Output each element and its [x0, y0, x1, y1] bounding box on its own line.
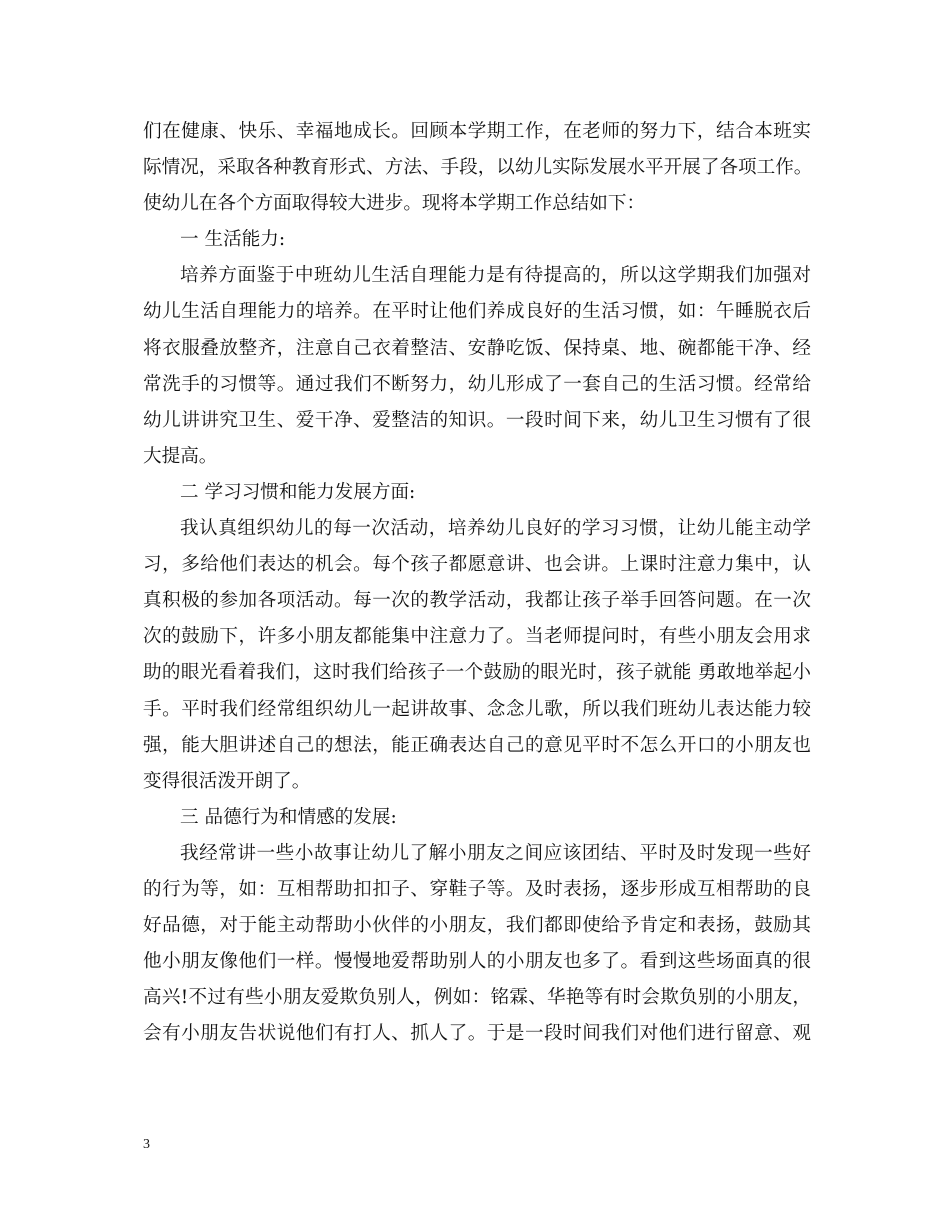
- text-line: 将衣服叠放整齐，注意自己衣着整洁、安静吃饭、保持桌、地、碗都能干净、经: [143, 337, 811, 359]
- text-line: 幼儿讲讲究卫生、爱干净、爱整洁的知识。一段时间下来，幼儿卫生习惯有了很: [143, 409, 811, 431]
- text-line: 他小朋友像他们一样。慢慢地爱帮助别人的小朋友也多了。看到这些场面真的很: [143, 951, 811, 973]
- text-line: 真积极的参加各项活动。每一次的教学活动，我都让孩子举手回答问题。在一次: [143, 590, 811, 612]
- document-body: [143, 114, 811, 1052]
- text-line: 高兴!不过有些小朋友爱欺负别人，例如：铭霖、华艳等有时会欺负别的小朋友，: [143, 987, 811, 1009]
- text-line: 大提高。: [143, 445, 218, 467]
- text-line: 会有小朋友告状说他们有打人、抓人了。于是一段时间我们对他们进行留意、观: [143, 1023, 811, 1045]
- text-line: 二 学习习惯和能力发展方面:: [180, 481, 416, 503]
- text-line: 的行为等，如：互相帮助扣扣子、穿鞋子等。及时表扬，逐步形成互相帮助的良: [143, 878, 811, 900]
- text-line: 际情况，采取各种教育形式、方法、手段，以幼儿实际发展水平开展了各项工作。: [143, 157, 813, 179]
- text-line: 一 生活能力:: [180, 229, 286, 251]
- page-number: 3: [143, 1137, 150, 1152]
- text-line: 强，能大胆讲述自己的想法，能正确表达自己的意见平时不怎么开口的小朋友也: [143, 734, 811, 756]
- text-line: 我经常讲一些小故事让幼儿了解小朋友之间应该团结、平时及时发现一些好: [180, 842, 811, 864]
- text-line: 们在健康、快乐、幸福地成长。回顾本学期工作，在老师的努力下，结合本班实: [143, 121, 811, 142]
- text-line: 三 品德行为和情感的发展:: [180, 806, 397, 828]
- text-line: 手。平时我们经常组织幼儿一起讲故事、念念儿歌，所以我们班幼儿表达能力较: [143, 698, 811, 720]
- text-line: 我认真组织幼儿的每一次活动，培养幼儿良好的学习习惯，让幼儿能主动学: [180, 518, 811, 540]
- text-line: 次的鼓励下，许多小朋友都能集中注意力了。当老师提问时，有些小朋友会用求: [143, 626, 811, 648]
- text-line: 习，多给他们表达的机会。每个孩子都愿意讲、也会讲。上课时注意力集中，认: [143, 554, 811, 576]
- text-line: 好品德，对于能主动帮助小伙伴的小朋友，我们都即使给予肯定和表扬，鼓励其: [143, 915, 811, 937]
- text-line: 助的眼光看着我们，这时我们给孩子一个鼓励的眼光时，孩子就能 勇敢地举起小: [143, 662, 811, 684]
- text-line: 常洗手的习惯等。通过我们不断努力，幼儿形成了一套自己的生活习惯。经常给: [143, 373, 811, 395]
- text-line: 变得很活泼开朗了。: [143, 770, 311, 792]
- text-line: 幼儿生活自理能力的培养。在平时让他们养成良好的生活习惯，如：午睡脱衣后: [143, 301, 811, 323]
- text-line: 培养方面鉴于中班幼儿生活自理能力是有待提高的，所以这学期我们加强对: [180, 265, 811, 287]
- text-line: 使幼儿在各个方面取得较大进步。现将本学期工作总结如下：: [143, 193, 646, 215]
